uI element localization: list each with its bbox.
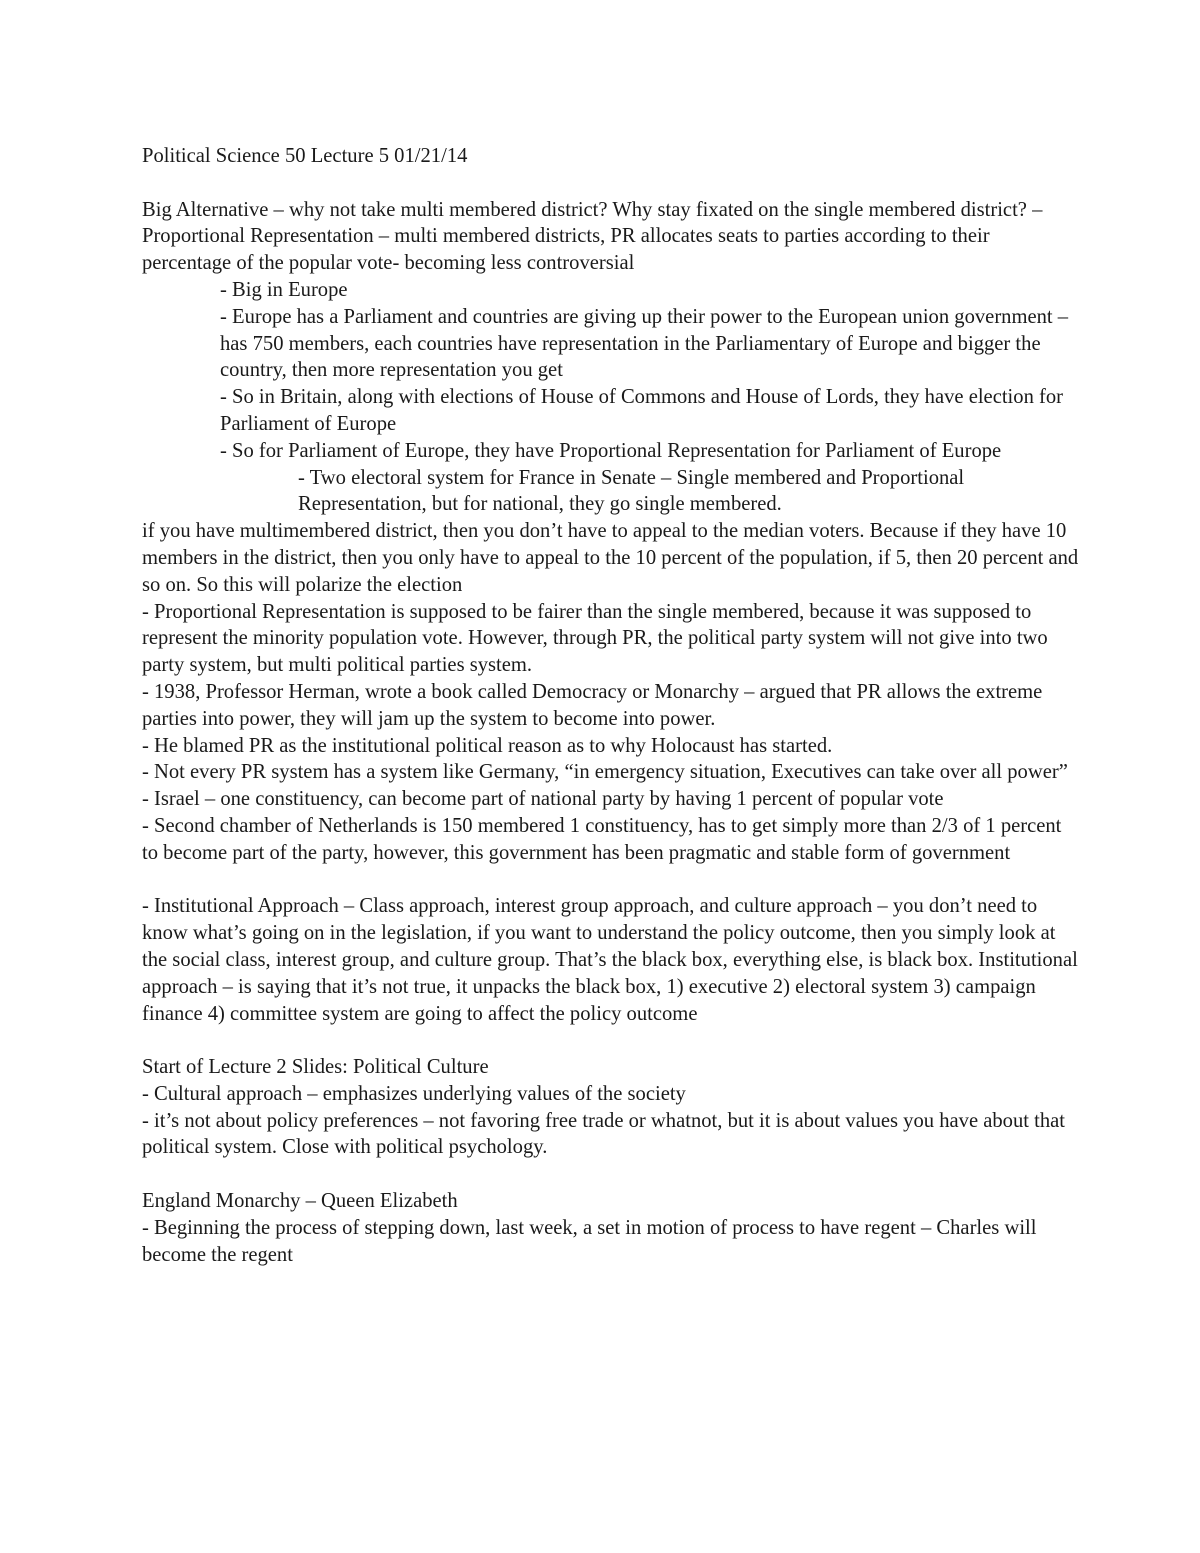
blank-line bbox=[142, 1161, 1082, 1188]
intro-paragraph: Big Alternative – why not take multi membered district? Why stay fixated on the single membered district? – Proportional Representation – multi membered districts, PR allocates seats to parties according to their percentage of the popular vote- becoming less controversial bbox=[142, 198, 1043, 275]
bullet-item: - Big in Europe bbox=[220, 278, 348, 301]
body-paragraph: if you have multimembered district, then you don’t have to appeal to the median voters. Because if they have 10 members in the district, then you only have to appeal to the 10 percent of the population, if 5, then 20 percent and so on. So this will polarize the election bbox=[142, 520, 1079, 596]
document-body bbox=[142, 143, 1082, 1268]
body-paragraph: - Israel – one constituency, can become part of national party by having 1 percent of popular vote bbox=[142, 788, 944, 811]
body-paragraph: - Not every PR system has a system like Germany, “in emergency situation, Executives can take over all power” bbox=[142, 761, 1068, 784]
body-paragraph: - Proportional Representation is supposed to be fairer than the single membered, because it was supposed to represent the minority population vote. However, through PR, the political party system will not give into two party system, but multi political parties system. bbox=[142, 600, 1048, 677]
body-paragraph: - Cultural approach – emphasizes underlying values of the society bbox=[142, 1082, 686, 1105]
section-heading: England Monarchy – Queen Elizabeth bbox=[142, 1190, 458, 1213]
blank-line bbox=[142, 867, 1082, 894]
document-title: Political Science 50 Lecture 5 01/21/14 bbox=[142, 145, 468, 167]
bullet-item: - Europe has a Parliament and countries are giving up their power to the European union government – has 750 members, each countries have representation in the Parliamentary of Europe and bigger the country, then more representation you get bbox=[220, 305, 1069, 382]
body-paragraph: - He blamed PR as the institutional political reason as to why Holocaust has started. bbox=[142, 734, 833, 757]
bullet-item: - So in Britain, along with elections of House of Commons and House of Lords, they have election for Parliament of Europe bbox=[220, 386, 1064, 435]
body-paragraph: - Beginning the process of stepping down, last week, a set in motion of process to have regent – Charles will become the regent bbox=[142, 1216, 1037, 1266]
sub-bullet-item: - Two electoral system for France in Senate – Single membered and Proportional Representation, but for national, they go single membered. bbox=[298, 466, 965, 516]
body-paragraph: - Second chamber of Netherlands is 150 membered 1 constituency, has to get simply more than 2/3 of 1 percent to become part of the party, however, this government has been pragmatic and stable form of government bbox=[142, 814, 1062, 864]
bullet-item: - So for Parliament of Europe, they have Proportional Representation for Parliament of Europe bbox=[220, 439, 1002, 462]
body-paragraph: - 1938, Professor Herman, wrote a book called Democracy or Monarchy – argued that PR allows the extreme parties into power, they will jam up the system to become into power. bbox=[142, 680, 1043, 730]
section-heading: Start of Lecture 2 Slides: Political Culture bbox=[142, 1056, 489, 1079]
body-paragraph: - it’s not about policy preferences – not favoring free trade or whatnot, but it is about values you have about that political system. Close with political psychology. bbox=[142, 1109, 1066, 1159]
blank-line bbox=[142, 1027, 1082, 1054]
institutional-approach-paragraph: - Institutional Approach – Class approach, interest group approach, and culture approach – you don’t need to know what’s going on in the legislation, if you want to understand the policy outcome, then you simply look at the social class, interest group, and culture group. That’s the black box, everything else, is black box. Institutional approach – is saying that it’s not true, it unpacks the black box, 1) executive 2) electoral system 3) campaign finance 4) committee system are going to affect the policy outcome bbox=[142, 895, 1078, 1025]
